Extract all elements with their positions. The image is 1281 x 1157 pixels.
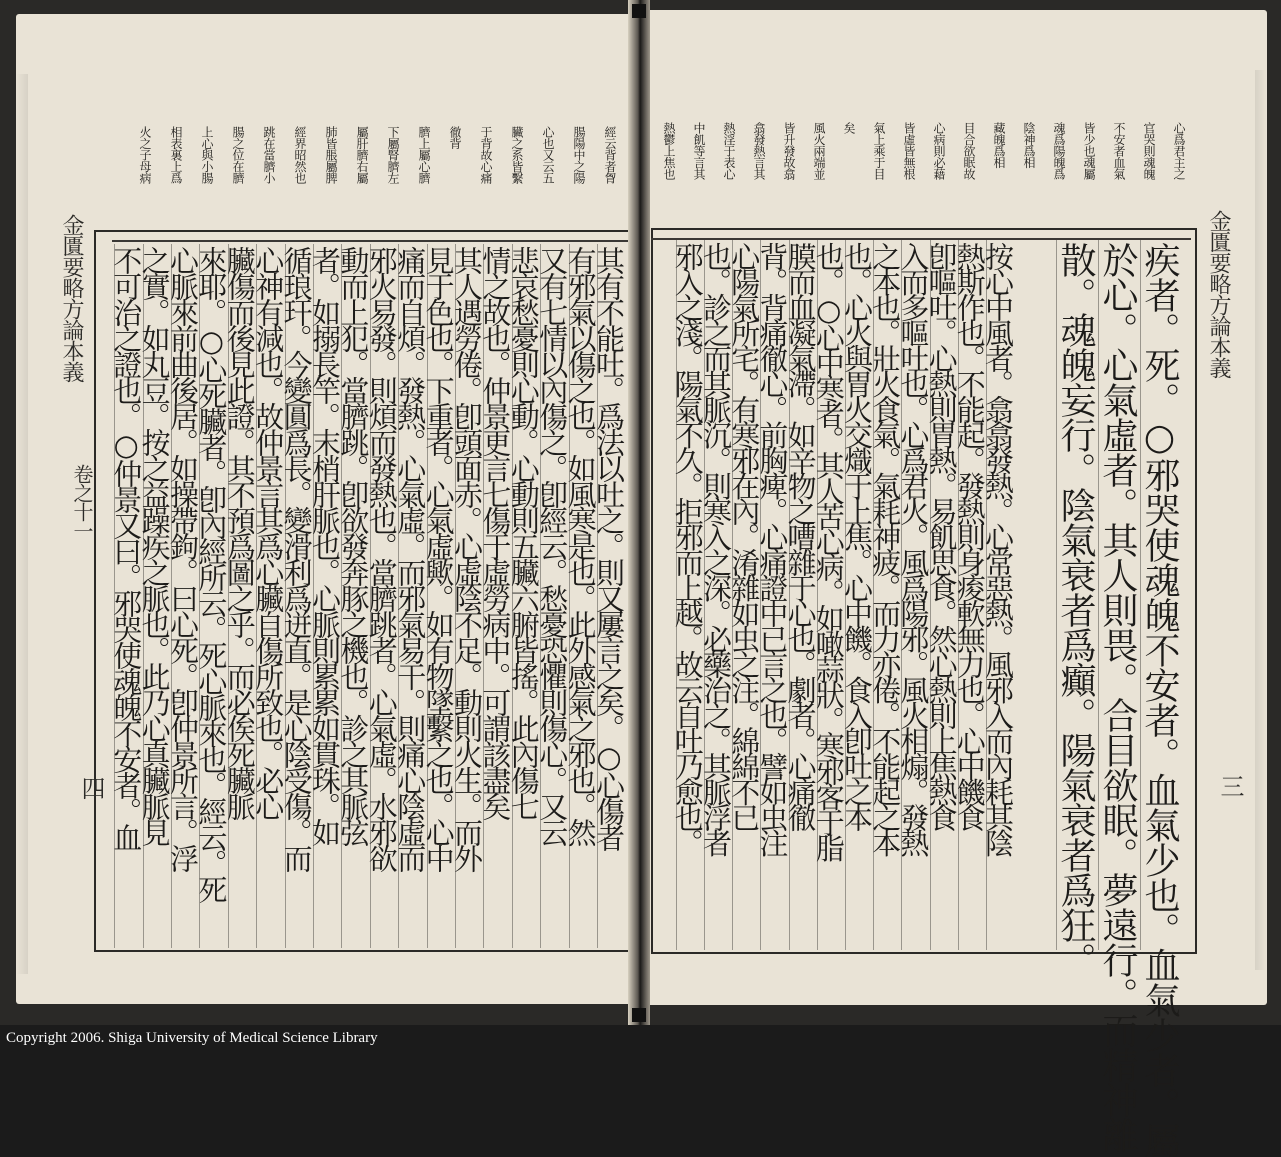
commentary-column: 目合欲眠故 [962,122,976,180]
commentary-column: 氣上乘于目 [872,122,886,180]
text-column: 熱斯作也。不能起。發熱則身痠軟無力也。心中饑食 [952,242,987,829]
right-page-number: 三 [1216,774,1244,798]
text-column: 疾者。死。○邪哭使魂魄不安者。血氣少也。血氣少者。屬 [1139,242,1180,1157]
text-column: 卽嘔吐。心熱則胃熱。易飢思食。然心熱則上焦熱食 [924,242,959,829]
commentary-column: 魂爲陽魄爲 [1052,122,1066,180]
text-column: 邪入之淺。陽氣不久。拒邪而上越。故云自吐乃愈也。 [670,242,705,854]
left-page-number: 四 [77,776,105,800]
page-shadow [16,74,28,974]
text-column: 循琅玕。今變圓爲長。變滑利爲迸直。是心陰受傷。而 [279,246,314,870]
column-rule [114,244,115,948]
text-column: 膜而血凝氣滯。如辛物之嘈雜于心也。劇者。心痛徹 [783,242,818,829]
text-column: 於心。心氣虛者。其人則畏。合目欲眠。夢遠行。而精神離 [1097,242,1138,1152]
column-rule [676,240,677,950]
text-column: 其有不能吐。爲法以吐之。則又屢言之矣。○心傷者 [592,246,626,849]
commentary-column: 上心與小腸 [200,126,214,184]
right-page [643,10,1267,1157]
left-page [16,14,636,1004]
commentary-column: 心也又云五 [541,126,555,184]
commentary-column: 肺皆脹屬脾 [324,126,338,184]
text-column: 臟傷而後見此證。其不預爲圖之乎。而必俟死臟脈 [222,246,257,818]
commentary-column: 藏魄爲相 [992,122,1006,168]
commentary-column: 心病則必藉 [932,122,946,180]
text-column: 心陽氣所宅。有寒邪在內。淆雜如虫之注。綿綿不已 [727,242,762,829]
text-column: 悲哀愁憂則心動。心動則五臟六腑皆搖。此內傷七 [506,246,541,818]
left-margin-title: 金匱要略方論本義 [59,214,84,382]
commentary-column: 腸之位在臍 [231,126,245,184]
commentary-column: 心爲君主之 [1172,122,1186,180]
commentary-column: 跳在當臍小 [262,126,276,184]
text-column: 動而上犯。當臍跳。卽欲發奔豚之機也。診之其脈弦 [336,246,371,844]
commentary-column: 經界昭然也 [293,126,307,184]
text-column: 來耶。○心死臟者。卽內經所云。死心脈來也。經云。死 [194,246,229,901]
text-column: 情之故也。仲景更言七傷于虛勞病中。可謂該盡矣 [478,246,513,818]
text-column: 之實。如丸豆。按之益躁疾之脈也。此乃心真臟脈見 [137,246,172,844]
text-column: 散。魂魄妄行。陰氣衰者爲癲。陽氣衰者爲狂。 [1055,242,1096,977]
text-column: 其人遇勞倦。卽頭面赤。心虛陰不足。動則火生。而外 [450,246,484,870]
column-rule [1140,240,1141,950]
commentary-column: 相表裏上爲 [169,126,183,184]
commentary-column: 皆少也魂屬 [1082,122,1096,180]
commentary-column: 腸陽中之陽 [572,126,586,184]
right-margin-title: 金匱要略方論本義 [1206,210,1231,378]
text-column: 心神有減也。故仲景言其爲心臟自傷所致也。必心 [251,246,286,818]
text-column: 也。心火與胃火交熾于上焦。心中饑。食入卽吐之本 [840,242,874,829]
commentary-column: 風火兩端並 [812,122,826,180]
commentary-column: 經云背者胷 [603,126,617,184]
commentary-column: 翕發熱言其 [752,122,766,180]
text-column: 也。○心中寒者。其人苦心病。如噉蒜狀。寒邪客于脂 [811,242,846,859]
commentary-column: 下屬腎臍左 [386,126,400,184]
commentary-column: 陰神爲相 [1022,122,1036,168]
commentary-column: 矣 [842,122,856,134]
commentary-column: 屬肝臍右屬 [355,126,369,184]
commentary-column: 徹背 [448,126,462,149]
commentary-column: 不安者血氣 [1112,122,1126,180]
commentary-column: 熱鬱上焦也 [662,122,676,180]
binding-mark [632,4,646,18]
page-shadow [1255,70,1267,970]
left-top-rule [112,240,630,242]
text-column: 見于色也。下重者。心氣虛歟。如有物墜繫之也。心中 [421,246,456,870]
copyright-notice: Copyright 2006. Shiga University of Medical Science Library [6,1030,378,1046]
left-volume-label: 卷之十一 [70,464,94,540]
book-gutter [628,0,650,1025]
commentary-column: 皆升發故翕 [782,122,796,180]
text-column: 心脈來前曲後居。如操帶鉤。曰心死。卽仲景所言。浮 [166,246,200,870]
text-column: 不可治之證也。○仲景又曰。邪哭使魂魄不安者。血 [109,246,144,849]
commentary-column: 臍上屬心臍 [417,126,431,184]
column-rule [1098,240,1099,950]
commentary-column: 熱淫于表心 [722,122,736,180]
text-column: 按心中風者。翕翕發熱。心常惡熱。風邪入而內耗其陰 [981,242,1015,854]
commentary-column: 于背故心痛 [479,126,493,184]
text-column: 也。診之而其脈沉。則寒入之深。必藥治之。其脈浮者 [699,242,733,854]
binding-mark [632,1008,646,1022]
text-column: 者。如搦長竿。末梢肝脈也。心脈則累累如貫珠。如 [308,246,342,844]
text-column: 又有七情以內傷之。卽經云。愁憂恐懼則傷心。又云 [535,246,570,844]
commentary-column: 臟之系皆繫 [510,126,524,184]
commentary-column: 火之子母病 [138,126,152,184]
column-rule [1056,240,1057,950]
text-column: 痛而自煩。發熱。心氣虛。而邪氣易干。則痛心陰虛而 [393,246,428,870]
text-column: 入而多嘔吐也。心爲君火。風爲陽邪。風火相煽。發熱 [896,242,931,854]
text-column: 背。背痛徹心。前胸痺。心痛證中已言之也。譬如虫注 [755,242,790,854]
commentary-column: 皆虛皆無根 [902,122,916,180]
text-column: 有邪氣以傷之也。如風寒是也。此外感氣之邪也。然 [563,246,598,844]
commentary-column: 官哭則魂魄 [1142,122,1156,180]
text-column: 邪火易發。則煩而發熱也。當臍跳者。心氣虛。水邪欲 [364,246,399,870]
text-column: 之本也。壯火食氣。氣耗神疲。而力亦倦。不能起之本 [868,242,903,854]
commentary-column: 中飢等言其 [692,122,706,180]
